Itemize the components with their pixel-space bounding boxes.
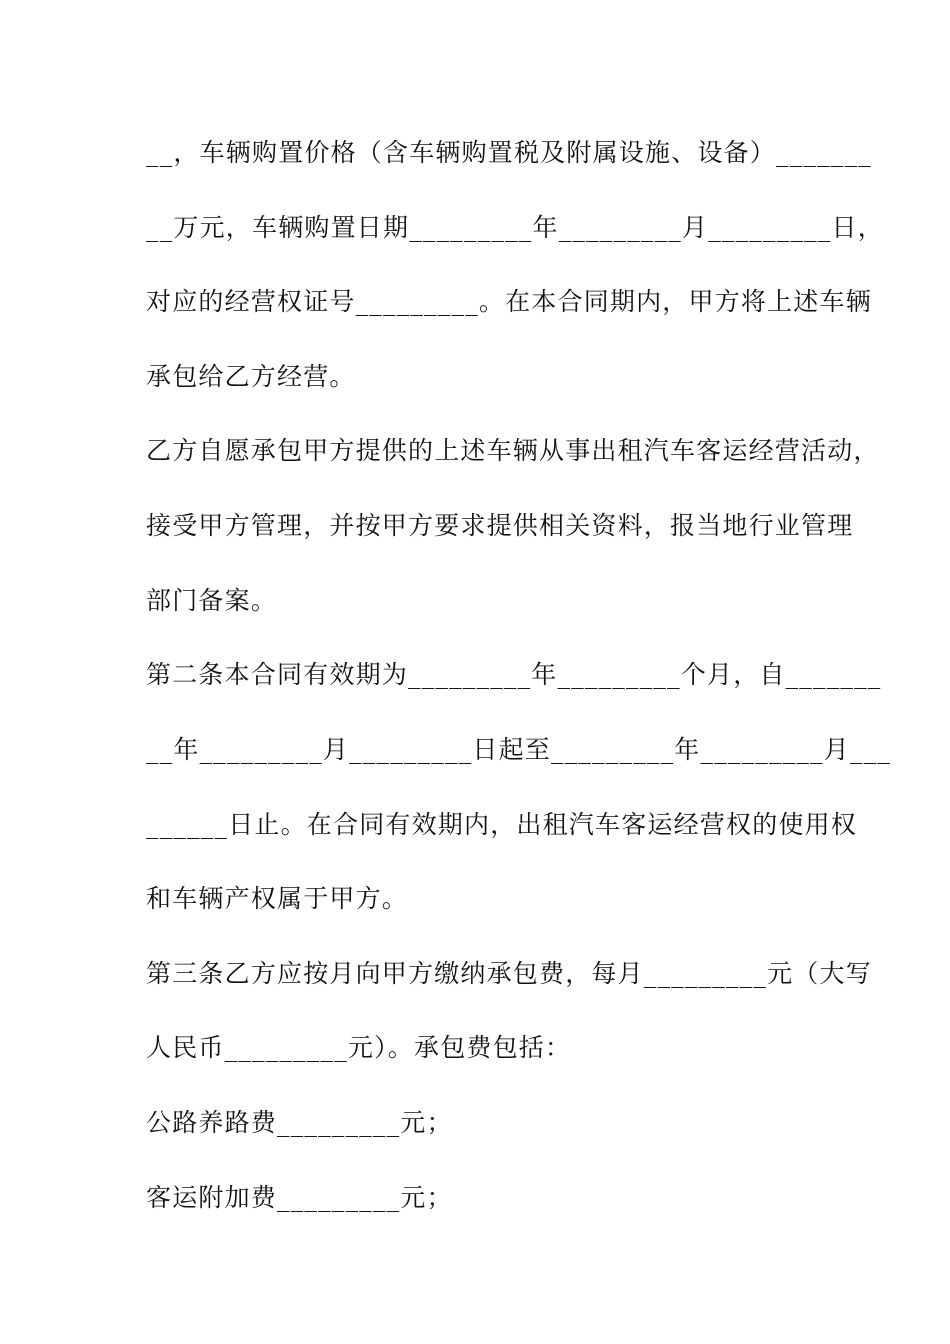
text-line-2: __万元，车辆购置日期_________年_________月_________日， bbox=[146, 213, 884, 242]
text-line-5: 乙方自愿承包甲方提供的上述车辆从事出租汽车客运经营活动， bbox=[146, 436, 880, 465]
text-line-12: 第三条乙方应按月向甲方缴纳承包费，每月_________元（大写 bbox=[146, 959, 872, 988]
text-line-1: __，车辆购置价格（含车辆购置税及附属设施、设备）_______ bbox=[146, 138, 872, 167]
text-line-10: ______日止。在合同有效期内，出租汽车客运经营权的使用权 bbox=[146, 810, 858, 839]
text-line-7: 部门备案。 bbox=[146, 586, 278, 615]
text-line-11: 和车辆产权属于甲方。 bbox=[146, 884, 409, 913]
text-line-15: 客运附加费_________元； bbox=[146, 1183, 453, 1212]
text-line-3: 对应的经营权证号_________。在本合同期内，甲方将上述车辆 bbox=[146, 287, 872, 316]
text-line-9: __年_________月_________日起至_________年_________月___ bbox=[146, 735, 892, 764]
text-line-13: 人民币_________元）。承包费包括： bbox=[146, 1033, 572, 1062]
text-line-14: 公路养路费_________元； bbox=[146, 1108, 453, 1137]
text-line-6: 接受甲方管理，并按甲方要求提供相关资料，报当地行业管理 bbox=[146, 511, 854, 540]
text-line-8: 第二条本合同有效期为_________年_________个月，自_______ bbox=[146, 660, 882, 689]
text-line-4: 承包给乙方经营。 bbox=[146, 362, 356, 391]
